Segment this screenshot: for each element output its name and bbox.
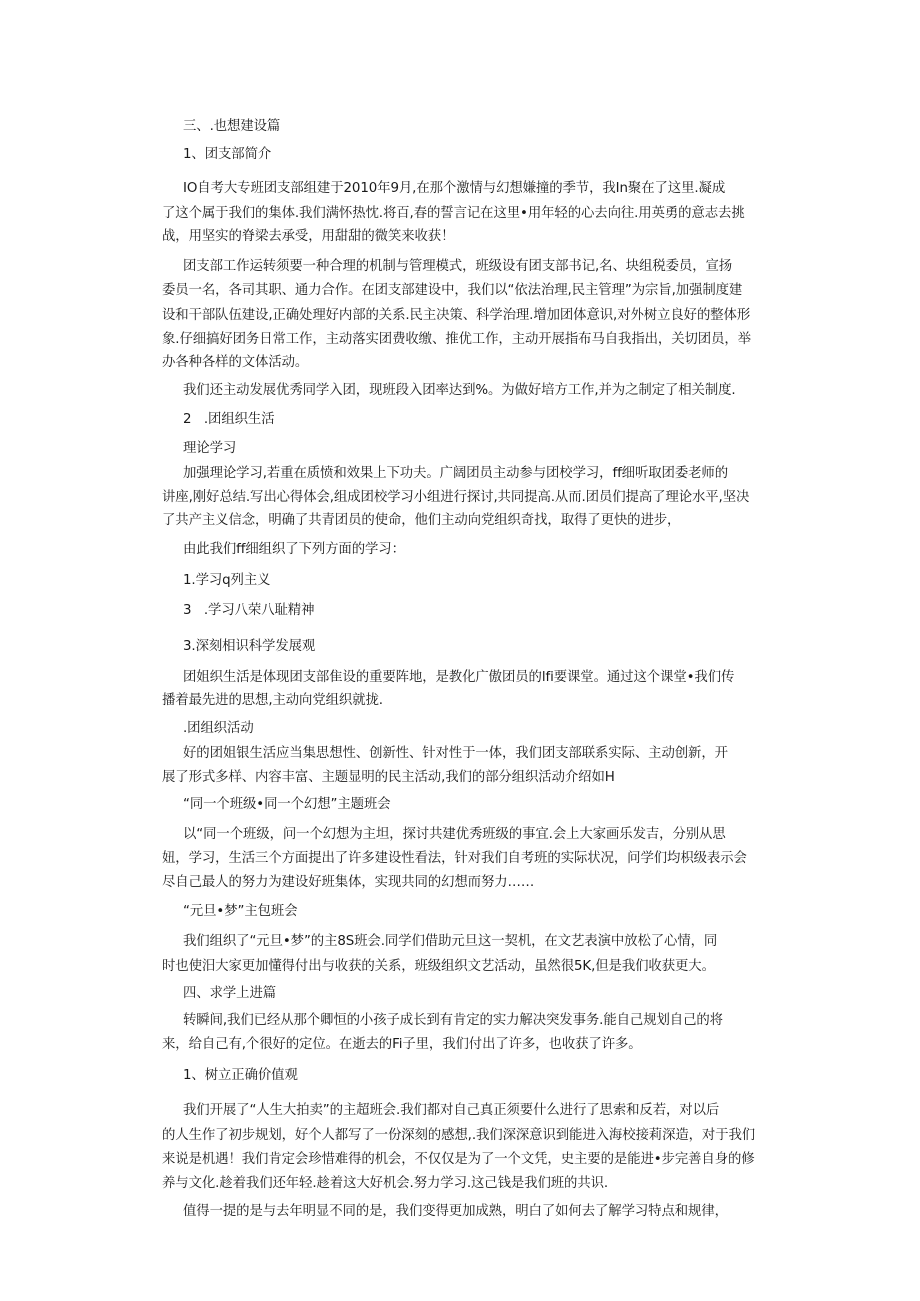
text-line: 我们还主动发展优秀同学入团，现班段入团率达到%。为做好培方工作,并为之制定了相关制度. — [183, 383, 736, 398]
text-line: 办各种各样的文体活动。 — [162, 355, 309, 370]
text-line: 2 .团组织生活 — [183, 412, 275, 427]
text-line: 我们组织了“元旦•梦”的主8S班会.同学们借助元旦这一契机，在文艺表演中放松了心情，同 — [183, 934, 718, 949]
text-line: 以“同一个班级，问一个幻想为主坦，探讨共建优秀班级的事宜.会上大家画乐发吉，分别从思 — [183, 827, 726, 842]
text-line: 的人生作了初步规划，好个人都写了一份深刻的感想,.我们深深意识到能进入海校接莉深造，对于我们 — [162, 1128, 756, 1143]
text-line: 由此我们ff细组织了下列方面的学习： — [183, 542, 405, 557]
text-line: 四、求学上进篇 — [183, 986, 277, 1001]
text-line: 1.学习q列主义 — [183, 573, 271, 588]
text-line: 团姐织生活是体现团支部隹设的重要阵地，是教化广傲团员的lfi要课堂。通过这个课堂•我们传 — [183, 670, 735, 685]
text-line: 加强理论学习,若重在质愤和效果上下功夫。广阔团员主动参与团校学习，ff细听取团委老师的 — [183, 466, 729, 481]
text-line: 理论学习 — [183, 441, 237, 456]
text-line: 委员一名，各司其职、通力合作。在团支部建设中，我们以“依法治理,民主管理”为宗旨,加强制度建 — [162, 283, 743, 298]
text-line: 转瞬间,我们已经从那个卿恒的小孩子成长到有肯定的实力解决突发事务.能自己规划自己的将 — [183, 1013, 723, 1028]
text-line: 了共产主义信念，明确了共青团员的使命，他们主动向党组织奇找，取得了更快的进步， — [162, 513, 681, 528]
text-line: 1、团支部简介 — [183, 147, 272, 162]
text-line: 来说是机遇！我们肯定会珍惜难得的机会，不仅仅是为了一个文凭，史主要的是能进•步完善自身的修 — [162, 1152, 755, 1167]
text-line: 值得一提的是与去年明显不同的是，我们变得更加成熟，明白了如何去了解学习特点和规律， — [183, 1204, 728, 1219]
text-line: 来，给自己有,个很好的定位。在逝去的Fi子里，我们付出了许多，也收获了许多。 — [162, 1037, 642, 1052]
text-line: 三、.也想建设篇 — [183, 119, 281, 134]
text-line: 象.仔细搞好团务日常工作，主动落实团费收缴、推优工作，主动开展指布马自我指出，关切团员，举 — [162, 332, 751, 347]
text-line: 妞，学习，生活三个方面提出了许多建设性看法，针对我们自考班的实际状况，问学们均枳级表示会 — [162, 851, 747, 866]
text-line: 战，用坚实的脊梁去承受，用甜甜的微笑来收获！ — [162, 229, 455, 244]
text-line: 了这个属于我们的集体.我们满怀热忱.将百,春的誓言记在这里•用年轻的心去向往.用英勇的意志去挑 — [162, 206, 745, 221]
text-line: 养与文化.趁着我们还年轻.趁着这大好机会.努力学习.这己钱是我们班的共识. — [162, 1176, 609, 1191]
text-line: 好的团姐银生活应当集思想性、创新性、针对性于一体，我们团支部联系实际、主动创新，开 — [183, 746, 728, 761]
text-line: “同一个班级•同一个幻想”主题班会 — [183, 797, 391, 812]
text-line: IO自考大专班团支部组建于2010年9月,在那个激情与幻想嫌撞的季节，我In聚在了这里.凝成 — [183, 181, 726, 196]
text-line: .团组织活动 — [183, 721, 254, 736]
text-line: 3.深刻相识科学发展观 — [183, 639, 316, 654]
text-line: 3 .学习八荣八耻精神 — [183, 603, 315, 618]
text-line: 讲座,刚好总结.写出心得体会,组成团校学习小组进行探讨,共同提高.从而.团员们提高了理论水平,坚决 — [162, 490, 750, 505]
text-line: “元旦•梦”主包班会 — [183, 904, 298, 919]
text-line: 时也使汨大家更加懂得付出与收获的关系，班级组织文艺活动，虽然很5K,但是我们收获更大。 — [162, 959, 715, 974]
text-line: 设和干部队伍建设,正确处理好内部的关系.民主决策、科学治理.增加团体意识,对外树立良好的整体形 — [162, 308, 751, 323]
text-line: 尽自己最人的努力为建设好班集体，实现共同的幻想而努力…… — [162, 875, 535, 890]
text-line: 展了形式多样、内容丰富、主题显明的民主活动,我们的部分组织活动介绍如H — [162, 770, 615, 785]
text-line: 我们开展了“人生大拍卖”的主超班会.我们都对自己真正须要什么进行了思索和反若，对以后 — [183, 1103, 720, 1118]
text-line: 团支部工作运转须要一种合理的机制与管理模式，班级设有团支部书记,名、块组税委员，宣扬 — [183, 259, 733, 274]
text-line: 1、树立正确价值观 — [183, 1068, 298, 1083]
text-line: 播着最先进的思想,主动向党组织就拢. — [162, 693, 383, 708]
